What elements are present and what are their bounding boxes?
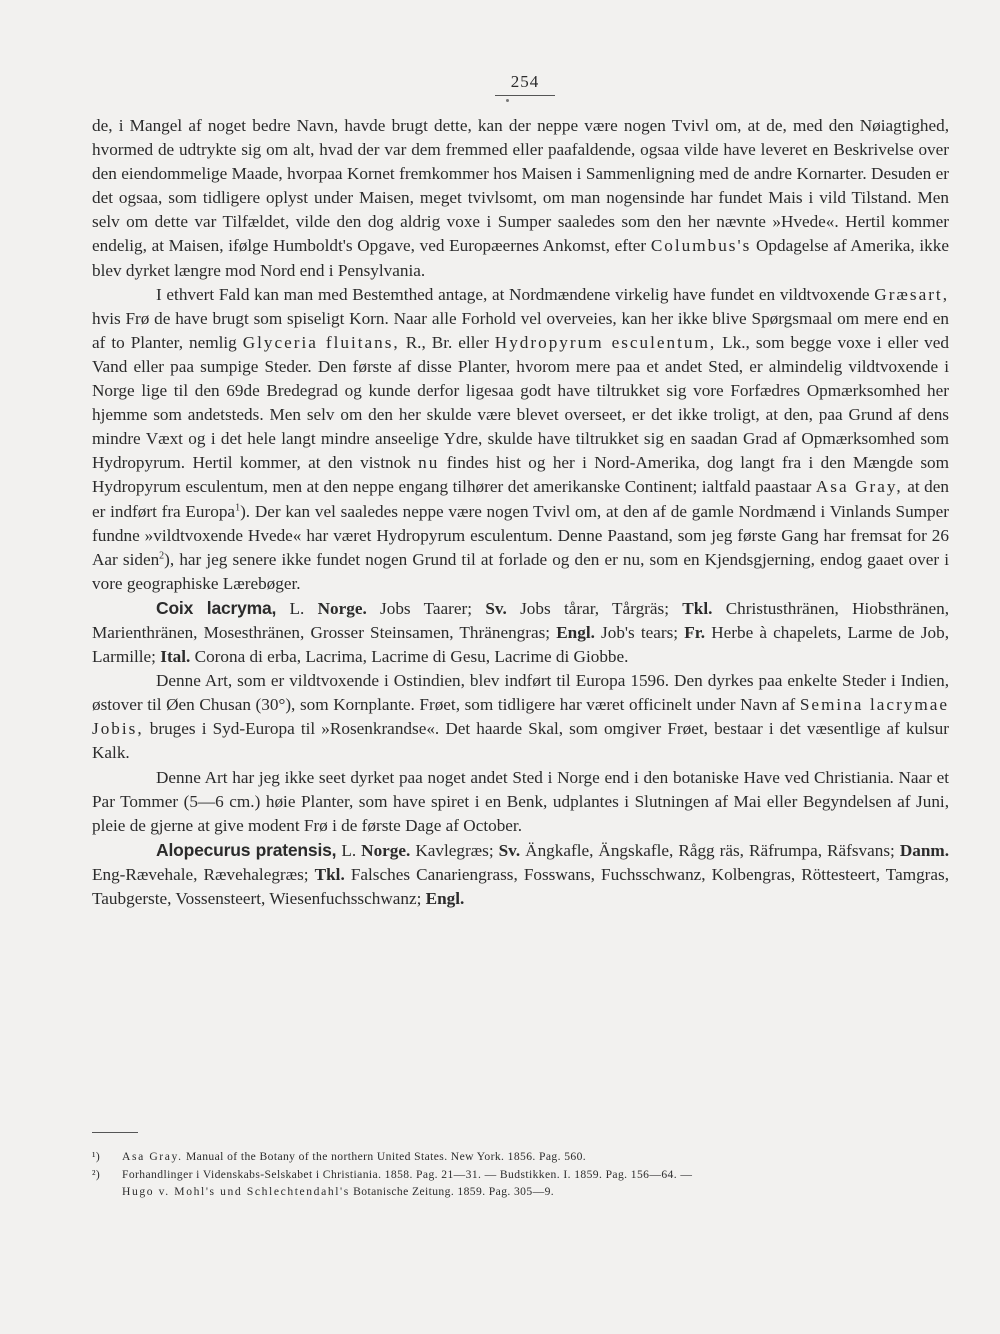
text-run: at den er indført fra Europa bbox=[92, 477, 949, 521]
species-name: Glyceria fluitans, bbox=[242, 332, 400, 352]
lang-abbr: Danm. bbox=[899, 840, 950, 860]
text-run: findes hist og her i Nord-Amerika, dog langt fra i den Mængde som Hydropyrum esculentum, men at den neppe engang tilhører det amerikanske Continent; ialtfald paastaar bbox=[92, 453, 950, 497]
spaced-name: Columbus's bbox=[650, 236, 752, 256]
lang-abbr: Tkl. bbox=[682, 598, 713, 618]
lang-abbr: Tkl. bbox=[314, 864, 345, 884]
lang-abbr: Norge. bbox=[317, 598, 367, 618]
text-run: Lk., som begge voxe i eller ved Vand eller paa sumpige Steder. Den første af disse Planter, hvorom mere paa et andet Sted, er almindelig vildtvoxende i Norge lige til den 69de Bredegrad og kunde derfor ligesaa godt have tiltrukket sig vore Forfædres Opmærksomhed her hjemme som andetsteds. Men selv om den her skulde være blevet overseet, er det ikke troligt, at den, paa Grund af dens mindre Væxt og i det hele langt mindre anseelige Ydre, skulde have tiltrukket sig en saadan Grad af Opmærksomhed som Hydropyrum. Hertil kommer, at den vistnok bbox=[92, 332, 949, 473]
text-run: Kavlegræs; bbox=[410, 840, 499, 860]
footnote-1 bbox=[92, 1148, 952, 1166]
footnote-text: Forhandlinger i Videnskabs-Selskabet i Christiania. 1858. Pag. 21—31. — Budstikken. I. 1859. Pag. 156—64. — bbox=[122, 1167, 693, 1181]
author-name: Asa Gray, bbox=[815, 477, 903, 497]
lang-abbr: Ital. bbox=[160, 647, 191, 667]
footnote-marker: ²) bbox=[92, 1167, 101, 1181]
paragraph-1 bbox=[92, 114, 949, 283]
entry-heading: Alopecurus pratensis, bbox=[156, 839, 337, 860]
footnote-author: Asa Gray. bbox=[122, 1150, 183, 1163]
text-run: Ängkafle, Ängskafle, Rågg räs, Räfrumpa, Räfsvans; bbox=[520, 840, 900, 860]
spaced-term: Semina lacrymae Jobis, bbox=[92, 695, 950, 739]
text-run: Opdagelse af Amerika, ikke blev dyrket længre mod Nord end i Pensylvania. bbox=[92, 236, 950, 280]
spaced-term: Græsart, bbox=[874, 284, 949, 304]
lang-abbr: Norge. bbox=[361, 840, 411, 860]
lang-abbr: Engl. bbox=[425, 889, 465, 908]
text-run: ). Der kan vel saaledes neppe være nogen Tvivl om, at den af de gamle Nordmænd i Vinlands Sumper fundne »vildtvoxende Hvede« har været Hydropyrum esculentum. Denne Paastand, som jeg første Gang har fremsat for 26 Aar siden bbox=[92, 501, 949, 569]
footnote-author: Hugo v. Mohl's und Schlechtendahl's bbox=[122, 1185, 350, 1198]
paragraph-2 bbox=[92, 283, 949, 596]
footnote-text: Botanische Zeitung. 1859. Pag. 305—9. bbox=[349, 1185, 555, 1198]
footnote-ref: 1 bbox=[235, 501, 241, 513]
text-run: Falsches Canariengrass, Fosswans, Fuchsschwanz, Kolbengras, Röttesteert, Tamgras, Taubgerste, Vossensteert, Wiesenfuchsschwanz; bbox=[92, 864, 949, 908]
text-run: Job's tears; bbox=[594, 622, 685, 642]
text-run: L. bbox=[336, 840, 362, 860]
page-number-rule bbox=[495, 95, 555, 96]
paragraph-4 bbox=[92, 669, 949, 765]
text-run: de, i Mangel af noget bedre Navn, havde brugt dette, kan der neppe være nogen Tvivl om, at de, med den Nøiagtighed, hvormed de udtrykte sig om alt, hvad der var dem fremmed eller paafaldende, ogsaa vilde have leveret en Beskrivelse over den eiendommelige Maade, hvorpaa Kornet fremkommer hos Maisen i Sammenligning med de andre Kornarter. Desuden er det ogsaa, som tidligere oplyst under Maisen, meget tvivlsomt, om man nogensinde har fundet Mais i vild Tilstand. Men selv om dette var Tilfældet, vilde den dog aldrig voxe i Sumper saaledes som den her nævnte »Hvede«. Hertil kommer endelig, at Maisen, ifølge Humboldt's Opgave, ved Europæernes Ankomst, efter bbox=[92, 116, 949, 256]
text-run: Jobs Taarer; bbox=[366, 598, 486, 618]
text-run: Corona di erba, Lacrima, Lacrime di Gesu, Lacrime di Giobbe. bbox=[190, 647, 629, 667]
text-run: bruges i Syd-Europa til »Rosenkrandse«. Det haarde Skal, som omgiver Frøet, bestaar i det væsentlige af kulsur Kalk. bbox=[92, 719, 949, 763]
footnote-text: Manual of the Botany of the northern United States. New York. 1856. Pag. 560. bbox=[182, 1150, 587, 1163]
main-text bbox=[92, 114, 949, 911]
page-number: 254 bbox=[510, 72, 540, 91]
footnote-ref: 2 bbox=[159, 549, 165, 561]
text-run: ), har jeg senere ikke fundet nogen Grund til at forlade og den er nu, som en Kjendsgjerning, endog gaaet over i vore geographiske Lærebøger. bbox=[92, 549, 949, 593]
footnote-marker: ¹) bbox=[92, 1150, 101, 1163]
page-number-dot bbox=[506, 99, 509, 102]
text-run: L. bbox=[276, 598, 318, 618]
footnote-2 bbox=[92, 1166, 952, 1201]
text-run: Jobs tårar, Tårgräs; bbox=[506, 598, 683, 618]
lang-abbr: Sv. bbox=[498, 840, 521, 860]
lang-abbr: Sv. bbox=[485, 598, 507, 618]
text-run: Denne Art, som er vildtvoxende i Ostindien, blev indført til Europa 1596. Den dyrkes paa enkelte Steder i Indien, østover til Øen Chusan (30°), som Kornplante. Frøet, som tidligere har været officinelt under Navn af bbox=[92, 671, 949, 715]
lang-abbr: Engl. bbox=[556, 622, 595, 642]
entry-coix bbox=[92, 596, 949, 669]
paragraph-5: Denne Art har jeg ikke seet dyrket paa noget andet Sted i Norge end i den botaniske Have ved Christiania. Naar et Par Tommer (5—6 cm.) høie Planter, som have spiret i en Benk, udplantes i Slutningen af Mai eller Begyndelsen af Juni, pleie de gjerne at give modent Frø i de første Dage af October. bbox=[92, 767, 949, 835]
spaced-term: nu bbox=[418, 453, 440, 473]
lang-abbr: Fr. bbox=[684, 622, 706, 642]
text-run: Christusthränen, Hiobsthränen, Marienthränen, Mosesthränen, Grosser Steinsamen, Thränengras; bbox=[92, 598, 950, 642]
entry-alopecurus bbox=[92, 838, 949, 911]
text-run: R., Br. eller bbox=[399, 332, 495, 352]
text-run: Eng-Rævehale, Rævehalegræs; bbox=[92, 864, 315, 884]
text-run: hvis Frø de have brugt som spiseligt Korn. Naar alle Forhold vel overveies, kan her ikke blive Spørgsmaal om mere end en af to Planter, nemlig bbox=[92, 308, 949, 352]
footnotes bbox=[92, 1148, 952, 1201]
text-run: I ethvert Fald kan man med Bestemthed antage, at Nordmændene virkelig have fundet en vildtvoxende bbox=[156, 284, 875, 304]
text-run: Herbe à chapelets, Larme de Job, Larmille; bbox=[92, 622, 949, 667]
species-name: Hydropyrum esculentum, bbox=[494, 332, 717, 352]
footnote-rule bbox=[92, 1132, 138, 1133]
entry-heading: Coix lacryma, bbox=[156, 597, 277, 618]
